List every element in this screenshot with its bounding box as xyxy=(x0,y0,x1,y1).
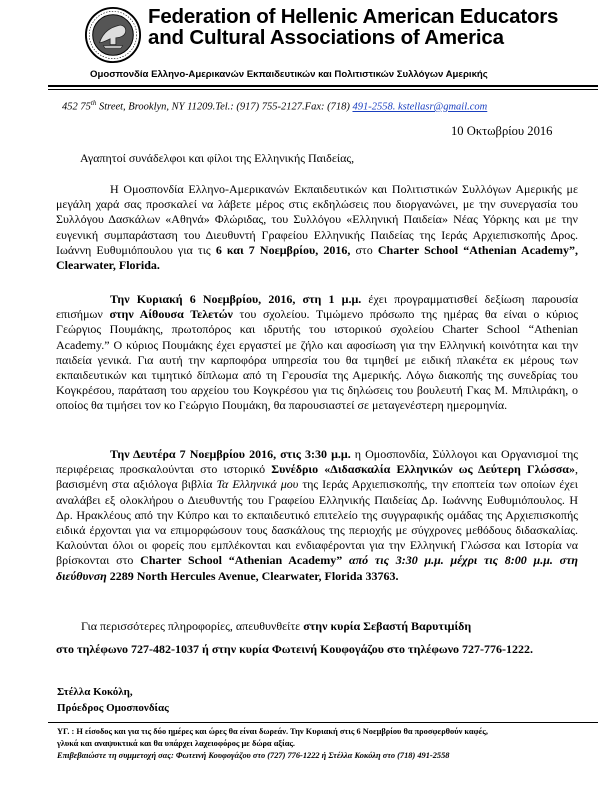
p3-address: 2289 North Hercules Avenue, Clearwater, Florida 33763. xyxy=(109,568,399,583)
p3-text: η Ομοσπονδία, Σύλλογοι και Οργανισμοί της περιφέρειας προσκαλούνται στο ιστορικό xyxy=(56,447,578,477)
header-divider xyxy=(48,85,598,87)
org-name-line1: Federation of Hellenic American Educators xyxy=(148,5,559,28)
p1-dates: 6 και 7 Νοεμβρίου, 2016, xyxy=(215,242,351,257)
p4-contact-name: στην κυρία Σεβαστή Βαρυτιμίδη xyxy=(303,619,472,633)
paragraph-sunday xyxy=(56,292,578,414)
p1-connector: στο xyxy=(350,242,378,257)
p2-hall: στην Αίθουσα Τελετών xyxy=(109,307,233,322)
org-name-greek: Ομοσπονδία Ελληνο-Αμερικανών Εκπαιδευτικών και Πολιτιστικών Συλλόγων Αμερικής xyxy=(90,69,488,80)
paragraph-phones: στο τηλέφωνο 727-482-1037 ή στην κυρία Φωτεινή Κουφογάζου στο τηλέφωνο 727-776-1222. xyxy=(56,642,534,656)
p1-text: Η Ομοσπονδία Ελληνο-Αμερικανών Εκπαιδευτικών και Πολιτιστικών Συλλόγων Αμερικής με μεγάλη χαρά σας προσκαλεί να λάβετε μέρος στις εκδηλώσεις που διοργανώνει, με την συνεργασία του Συλλόγου Δασκάλων «Αθηνά» Φλώριδας, του Συλλόγου «Ελληνική Παιδεία» Νέας Υόρκης και με την ευγενική συμπαράσταση του Διευθυντή Γραφείου Ελληνικής Παιδείας της Ιεράς Αρχιεπισκοπής Δρος. Ιωάννη Ευθυμιόπουλου για τις xyxy=(56,182,578,257)
footer-divider xyxy=(48,722,598,723)
seal-logo-icon xyxy=(84,6,142,64)
footer-note-line2: γλυκά και αναψυκτικά και θα υπάρχει λαχειοφόρος με δώρα αξίας. xyxy=(57,739,296,748)
letter-date: 10 Οκτωβρίου 2016 xyxy=(451,124,553,138)
p2-text: έχει προγραμματισθεί δεξίωση παρουσία επισήμων xyxy=(56,292,578,322)
footer-note-line1: ΥΓ. : Η είσοδος και για τις δύο ημέρες και ώρες θα είναι δωρεάν. Την Κυριακή στις 6 Νοεμβρίου θα προσφερθούν καφές, xyxy=(57,727,488,736)
footer-rsvp: Επιβεβαιώστε τη συμμετοχή σας: Φωτεινή Κουφογάζου στο (727) 776-1222 ή Στέλλα Κοκόλη στο (718) 491-2558 xyxy=(57,751,450,760)
p3-conference: Συνέδριο «Διδασκαλία Ελληνικών ως Δεύτερη Γλώσσα» xyxy=(271,462,576,477)
salutation xyxy=(56,151,578,166)
p3-date: Την Δευτέρα 7 Νοεμβρίου 2016, στις 3:30 μ.μ. xyxy=(110,447,351,461)
contact-sup: th xyxy=(90,99,97,107)
p3-venue: Charter School “Athenian Academy” xyxy=(140,553,343,568)
org-name-line2: and Cultural Associations of America xyxy=(148,26,504,49)
p3-body: της Ιεράς Αρχιεπισκοπής, την εποπτεία των οποίων έχει αναλάβει εξ ολοκλήρου ο Διευθυντής του Γραφείου Ελληνικής Παιδείας Δρ. Ιωάννης Ευθυμιόπουλος. Η Δρ. Ηρακλέους από την Κύπρο και το εκπαιδευτικό επιτελείο της συγγραφικής ομάδας της Αρχιεπισκοπής ειδικά έρχονται για να επιμορφώσουν τους δασκάλους της περιοχής με σύγχρονες μεθόδους διδασκαλίας. Καλούνται όλοι οι φορείς που εμπλέκονται και ενδιαφέρονται για την Ελληνική Γλώσσα και Ιστορία να βρίσκονται στο xyxy=(56,477,579,568)
p3-hours: από τις 3:30 μ.μ. μέχρι τις 8:00 μ.μ. στη διεύθυνση xyxy=(56,553,579,583)
p4-text: Για περισσότερες πληροφορίες, απευθυνθείτε xyxy=(81,619,304,633)
p1-venue: Charter School “Athenian Academy”, Clearwater, Florida. xyxy=(56,242,579,273)
paragraph-contact xyxy=(56,619,578,634)
header-divider-thin xyxy=(48,89,598,90)
salutation-text: Αγαπητοί συνάδελφοι και φίλοι της Ελληνικής Παιδείας, xyxy=(80,151,355,165)
contact-address: 452 75 xyxy=(62,101,91,113)
p2-body: του σχολείου. Τιμώμενο πρόσωπο της ημέρας θα είναι ο κύριος Γεώργιος Πουμάκης, πρωτοπόρος και ιδρυτής του ιστορικού σχολείου Charter School “Athenian Academy.” Ο κύριος Πουμάκης έχει εργαστεί με ζήλο και αφοσίωση για την Ελληνική κοινότητα και την παιδεία γενικά. Για αυτή την καρποφόρα υπηρεσία του θα τιμηθεί με ειδική πλακέτα εκ μέρους των εκπαιδευτικών και τιμητικό δίπλωμα από τη Γερουσία της Αμερικής. Λόγω διακοπής της συνεδρίας του Κογκρέσου, παράταση του αρχείου του Κογκρέσου για τις δηλώσεις του βουλευτή Γκας Μ. Μπιλιράκη, ο οποίος θα τιμήσει τον κο Γεώργιο Πουμάκη, θα παρουσιαστεί σε μεταγενέστερη ημερομηνία. xyxy=(56,307,579,413)
contact-email-link[interactable]: 491-2558. kstellasr@gmail.com xyxy=(352,101,488,113)
p3-text2: , βασισμένη στα αξιόλογα βιβλία xyxy=(56,462,579,492)
signature-name: Στέλλα Κοκόλη, xyxy=(57,686,133,698)
p2-date: Την Κυριακή 6 Νοεμβρίου, 2016, στη 1 μ.μ. xyxy=(110,292,362,306)
paragraph-monday xyxy=(56,447,578,584)
org-title xyxy=(148,6,558,48)
contact-line xyxy=(62,99,487,113)
contact-phone: Street, Brooklyn, NY 11209.Tel.: (917) 755-2127.Fax: (718) xyxy=(96,101,353,113)
paragraph-invitation xyxy=(56,182,578,273)
p3-book: Τα Ελληνικά μου xyxy=(216,477,299,492)
signature-title: Πρόεδρος Ομοσπονδίας xyxy=(57,702,169,714)
